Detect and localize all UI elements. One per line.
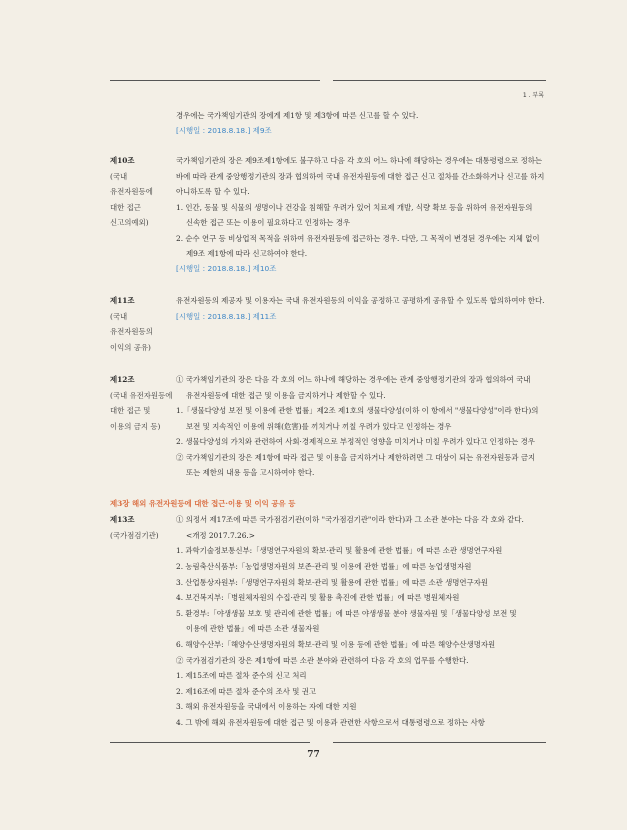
art10-line: 바에 따라 관계 중앙행정기관의 장과 협의하여 국내 유전자원등에 대한 접근 신고 절차를 간소화하거나 신고를 하지	[176, 172, 545, 181]
art11-side: (국내	[110, 312, 128, 321]
art11-ref: [시행일 : 2018.8.18.] 제11조	[176, 312, 277, 321]
art13-line: 이용에 관한 법률」에 따른 소관 생물자원	[186, 624, 320, 633]
art10-side: 유전자원등에	[110, 187, 153, 196]
art13-line: 3. 산업통상자원부:「생명연구자원의 확보·관리 및 활용에 관한 법률」에 따른 소관 생명연구자원	[176, 578, 488, 587]
art12-line: ① 국가책임기관의 장은 다음 각 호의 어느 하나에 해당하는 경우에는 관계 중앙행정기관의 장과 협의하여 국내	[176, 375, 531, 384]
art13-line: 4. 보건복지부:「병원체자원의 수집·관리 및 활용 촉진에 관한 법률」에 따른 병원체자원	[176, 593, 460, 602]
intro-line: 경우에는 국가책임기관의 장에게 제1항 및 제3항에 따른 신고를 할 수 있다.	[176, 111, 419, 120]
art10-line: 1. 인간, 동물 및 식물의 생명이나 건강을 침해할 우려가 있어 치료제 개발, 식량 확보 등을 위하여 유전자원등의	[176, 203, 533, 212]
art12-title: 제12조	[110, 375, 135, 384]
art10-line: 제9조 제1항에 따라 신고하여야 한다.	[186, 249, 308, 258]
art10-side: (국내	[110, 172, 128, 181]
art10-line: 2. 순수 연구 등 비상업적 목적을 위하여 유전자원등에 접근하는 경우. 다만, 그 목적이 변경된 경우에는 지체 없이	[176, 234, 540, 243]
art13-side: (국가점검기관)	[110, 531, 159, 540]
art12-line: 유전자원등에 대한 접근 및 이용을 금지하거나 제한할 수 있다.	[186, 391, 386, 400]
art12-line: 또는 제한의 내용 등을 고시하여야 한다.	[186, 468, 315, 477]
art13-line: 5. 환경부:「야생생물 보호 및 관리에 관한 법률」에 따른 야생생물 분야 생물자원 및「생물다양성 보전 및	[176, 609, 517, 618]
art13-line: 2. 농림축산식품부:「농업생명자원의 보존·관리 및 이용에 관한 법률」에 따른 농업생명자원	[176, 562, 472, 571]
art10-ref: [시행일 : 2018.8.18.] 제10조	[176, 264, 277, 273]
art10-side: 대한 접근	[110, 203, 141, 212]
art13-line: ② 국가점검기관의 장은 제1항에 따른 소관 분야와 관련하여 다음 각 호의 업무를 수행한다.	[176, 656, 469, 665]
footer-rule-right	[333, 742, 546, 743]
art10-line: 국가책임기관의 장은 제9조제1항에도 불구하고 다음 각 호의 어느 하나에 해당하는 경우에는 대통령령으로 정하는	[176, 156, 543, 165]
art13-line: 1. 제15조에 따른 절차 준수의 신고 처리	[176, 671, 307, 680]
art13-line: 2. 제16조에 따른 절차 준수의 조사 및 권고	[176, 687, 316, 696]
art11-side: 유전자원등의	[110, 327, 153, 336]
art12-line: 1.「생물다양성 보전 및 이용에 관한 법률」제2조 제1호의 생물다양성(이하 이 항에서 "생물다양성"이라 한다)의	[176, 406, 539, 415]
intro-ref: [시행일 : 2018.8.18.] 제9조	[176, 126, 272, 135]
art11-side: 이익의 공유)	[110, 343, 151, 352]
art13-line: ① 의정서 제17조에 따른 국가점검기관(이하 "국가점검기관"이라 한다)과 그 소관 분야는 다음 각 호와 같다.	[176, 515, 524, 524]
art13-title: 제13조	[110, 515, 135, 524]
art13-line: 1. 과학기술정보통신부:「생명연구자원의 확보·관리 및 활용에 관한 법률」에 따른 소관 생명연구자원	[176, 546, 503, 555]
page-number: 77	[307, 750, 320, 760]
art12-side: 대한 접근 및	[110, 406, 151, 415]
art11-line: 유전자원등의 제공자 및 이용자는 국내 유전자원등의 이익을 공정하고 공평하게 공유할 수 있도록 합의하여야 한다.	[176, 296, 545, 305]
art12-line: 2. 생물다양성의 가치와 관련하여 사회·경제적으로 부정적인 영향을 미치거나 미칠 우려가 있다고 인정하는 경우	[176, 437, 535, 446]
art12-line: ② 국가책임기관의 장은 제1항에 따라 접근 및 이용을 금지하거나 제한하려면 그 대상이 되는 유전자원등과 금지	[176, 453, 536, 462]
art13-line: 6. 해양수산부:「해양수산생명자원의 확보·관리 및 이용 등에 관한 법률」에 따른 해양수산생명자원	[176, 640, 496, 649]
art13-line: <개정 2017.7.26.>	[186, 531, 255, 540]
art11-title: 제11조	[110, 296, 135, 305]
header-rule-left	[110, 80, 320, 81]
art10-line: 신속한 접근 또는 이용이 필요하다고 인정하는 경우	[186, 218, 351, 227]
footer-rule-left	[110, 742, 310, 743]
running-head: 1 . 부록	[522, 92, 544, 99]
art10-title: 제10조	[110, 156, 135, 165]
art12-side: (국내 유전자원등에	[110, 391, 173, 400]
art13-line: 3. 해외 유전자원등을 국내에서 이용하는 자에 대한 지원	[176, 702, 357, 711]
art12-line: 보전 및 지속적인 이용에 위해(危害)를 끼치거나 끼칠 우려가 있다고 인정하는 경우	[186, 422, 452, 431]
chapter-heading: 제3장 해외 유전자원등에 대한 접근·이용 및 이익 공유 등	[110, 499, 296, 508]
art10-line: 아니하도록 할 수 있다.	[176, 187, 250, 196]
art13-line: 4. 그 밖에 해외 유전자원등에 대한 접근 및 이용과 관련한 사항으로서 대통령령으로 정하는 사항	[176, 718, 485, 727]
header-rule-right	[333, 80, 546, 81]
art10-side: 신고의예외)	[110, 218, 149, 227]
art12-side: 이용의 금지 등)	[110, 422, 161, 431]
